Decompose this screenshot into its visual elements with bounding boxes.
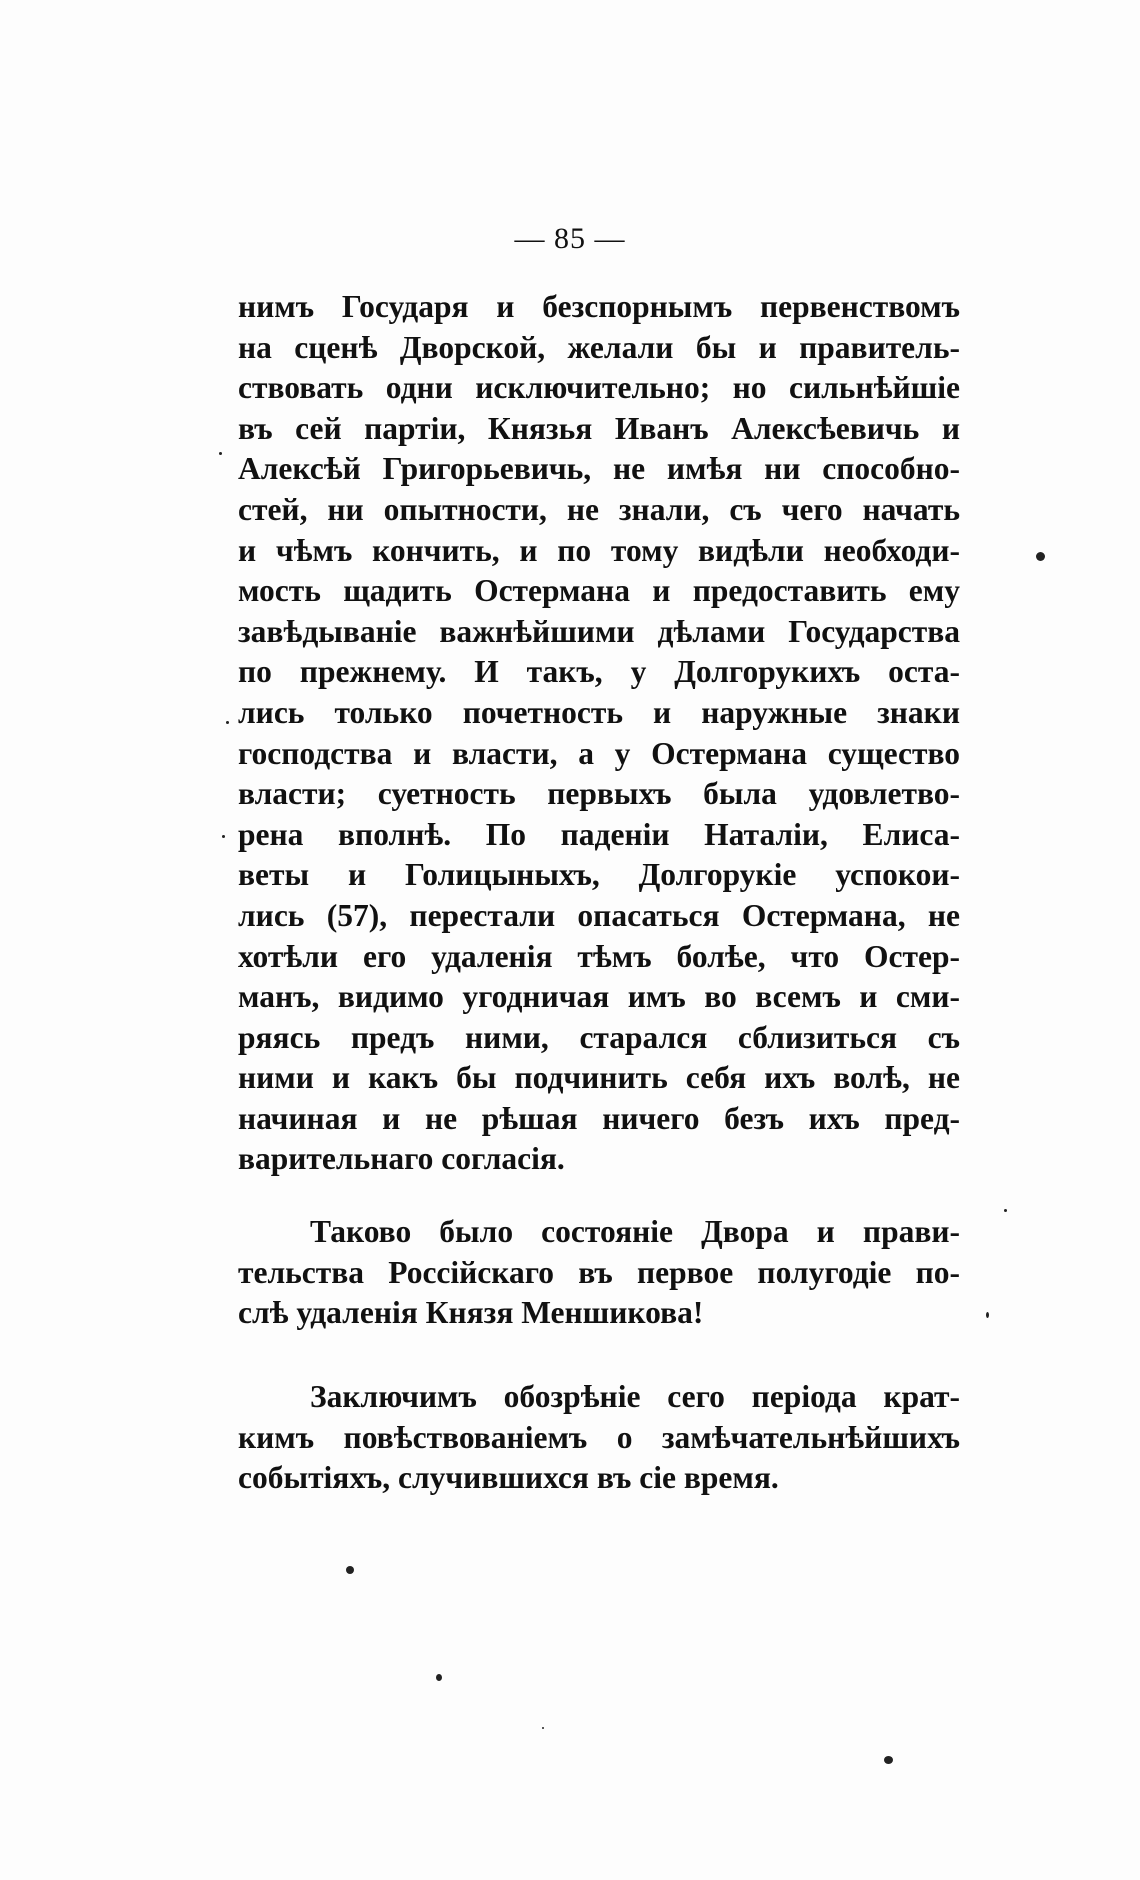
paragraph-3 xyxy=(238,1377,960,1499)
text-line: кимъ повѣствованіемъ о замѣчательнѣйшихъ xyxy=(238,1419,960,1455)
text-line: начиная и не рѣшая ничего безъ ихъ пред- xyxy=(238,1100,960,1136)
text-line: на сценѣ Дворской, желали бы и правитель- xyxy=(238,329,960,365)
text-line: ствовать одни исключительно; но сильнѣйшіе xyxy=(238,370,960,406)
scan-speck xyxy=(1036,552,1045,561)
scan-speck xyxy=(226,721,229,724)
text-line: по прежнему. И такъ, у Долгорукихъ оста- xyxy=(238,654,960,690)
scan-speck xyxy=(986,1312,989,1318)
text-line: господства и власти, а у Остермана существо xyxy=(238,735,960,771)
text-line: хотѣли его удаленія тѣмъ болѣе, что Остер- xyxy=(238,938,960,974)
text-line: Заключимъ обозрѣніе сего періода крат- xyxy=(310,1379,960,1414)
text-line: нимъ Государя и безспорнымъ первенствомъ xyxy=(238,289,960,324)
scan-speck xyxy=(222,835,225,838)
scan-speck xyxy=(1004,1209,1007,1212)
scan-speck xyxy=(884,1756,893,1764)
paragraph-2 xyxy=(238,1212,960,1334)
scan-speck xyxy=(219,452,222,455)
text-line: и чѣмъ кончить, и по тому видѣли необходи- xyxy=(238,532,960,568)
text-line: лись только почетность и наружные знаки xyxy=(238,694,960,730)
page-number: — 85 — xyxy=(514,222,626,255)
text-line: стей, ни опытности, не знали, съ чего начать xyxy=(238,491,960,527)
text-line: тельства Россійскаго въ первое полугодіе по- xyxy=(238,1254,960,1290)
text-line: ними и какъ бы подчинить себя ихъ волѣ, не xyxy=(238,1060,960,1096)
scan-speck xyxy=(346,1566,354,1574)
text-line: слѣ удаленія Князя Меншикова! xyxy=(238,1295,704,1331)
scan-speck xyxy=(542,1727,544,1729)
text-line: завѣдываніе важнѣйшими дѣлами Государства xyxy=(238,613,960,649)
text-line: рена вполнѣ. По паденіи Наталіи, Елиса- xyxy=(238,816,960,852)
text-line: Алексѣй Григорьевичь, не имѣя ни способно- xyxy=(238,451,960,487)
scan-speck xyxy=(436,1674,442,1681)
text-line: событіяхъ, случившихся въ сіе время. xyxy=(238,1460,779,1496)
text-line: Таково было состояніе Двора и прави- xyxy=(310,1214,960,1249)
text-line: манъ, видимо угодничая имъ во всемъ и сми- xyxy=(238,979,960,1015)
text-line: власти; суетность первыхъ была удовлетво- xyxy=(238,776,960,812)
text-line: веты и Голицыныхъ, Долгорукіе успокои- xyxy=(238,857,960,893)
text-line: лись (57), перестали опасаться Остермана, не xyxy=(238,897,960,933)
text-line: ряясь предъ ними, старался сблизиться съ xyxy=(238,1019,960,1055)
paragraph-1 xyxy=(238,287,960,1180)
text-line: мость щадить Остермана и предоставить ему xyxy=(238,573,960,609)
text-line: въ сей партіи, Князья Иванъ Алексѣевичь и xyxy=(238,410,960,446)
text-line: варительнаго согласія. xyxy=(238,1141,565,1177)
